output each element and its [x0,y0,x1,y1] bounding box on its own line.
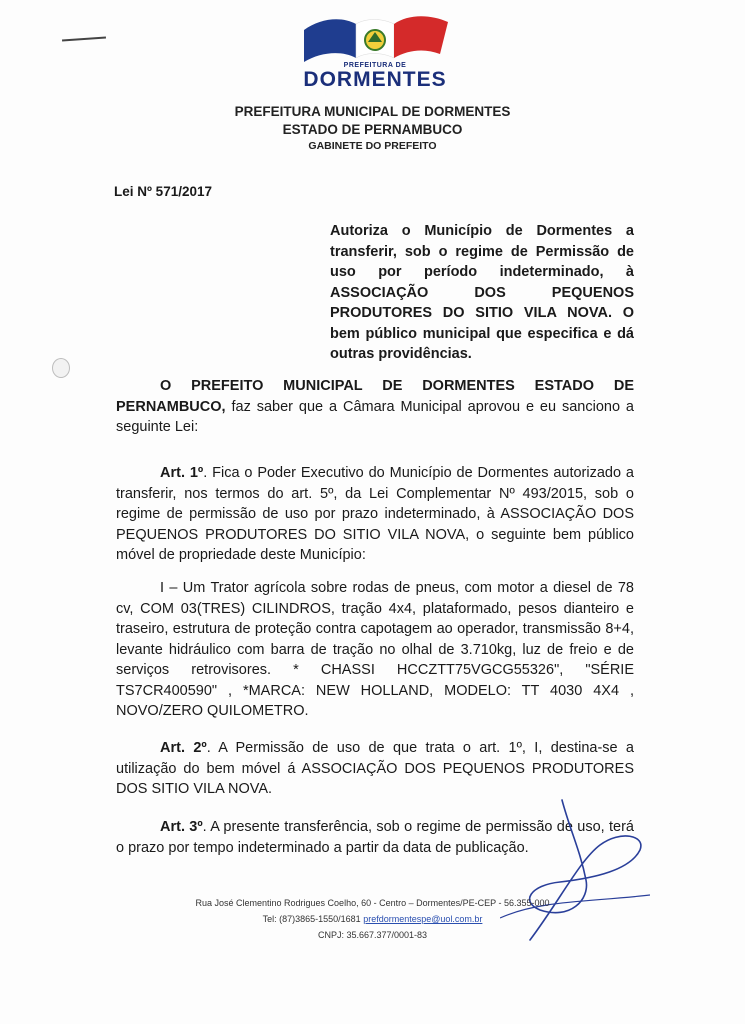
header-line-1: PREFEITURA MUNICIPAL DE DORMENTES [234,104,511,119]
article-2-text: . A Permissão de uso de que trata o art. 1º, I, destina-se a utilização do bem móvel á ASSOCIAÇÃO DOS PEQUENOS PRODUTORES DOS SITIO VILA NOVA. [116,740,634,797]
footer-email-link[interactable]: prefdormentespe@uol.com.br [363,914,483,924]
municipal-logo [290,10,460,92]
preamble-text: faz saber que a Câmara Municipal aprovou e eu sanciono a seguinte Lei: [116,398,634,435]
punch-hole [52,358,70,378]
article-1-item-1 [116,578,634,722]
law-number: Lei Nº 571/2017 [114,184,212,199]
footer-contact [0,914,745,924]
header-line-2: ESTADO DE PERNAMBUCO [282,122,463,137]
preamble-bold: O PREFEITO MUNICIPAL DE DORMENTES ESTADO DE PERNAMBUCO, [116,378,634,415]
article-1-text: . Fica o Poder Executivo do Município de Dormentes autorizado a transferir, nos termos do art. 5º, da Lei Complementar Nº 493/2015, sob o regime de permissão de uso por prazo indeterminado, à ASSOCIAÇÃO DOS PEQUENOS PRODUTORES DO SITIO VILA NOVA, o seguinte bem público móvel de propriedade deste Município: [116,465,634,563]
preamble-paragraph [116,376,634,438]
article-3-label: Art. 3º [160,819,203,835]
article-2-label: Art. 2º [160,740,207,756]
footer-phone: Tel: (87)3865-1550/1681 [262,914,364,924]
item-1-text: I – Um Trator agrícola sobre rodas de pneus, com motor a diesel de 78 cv, COM 03(TRES) CILINDROS, tração 4x4, plataformado, pesos dianteiro e traseiro, estrutura de proteção contra capotagem ao operador, transmissão 8+4, levante hidráulico com barra de tração no olhal de 3.710kg, luz de freio e de serviços retrovisores. * CHASSI HCCZTT75VGCG55326", "SÉRIE TS7CR400590" , *MARCA: NEW HOLLAND, MODELO: TT 4030 4X4 , NOVO/ZERO QUILOMETRO. [116,580,634,719]
pen-mark [62,36,106,41]
article-1 [116,463,634,566]
flag-emblem-icon [290,10,460,68]
article-3-text: . A presente transferência, sob o regime de permissão de uso, terá o prazo por tempo indeterminado a partir da data de publicação. [116,819,634,856]
law-summary: Autoriza o Município de Dormentes a transferir, sob o regime de Permissão de uso por período indeterminado, à ASSOCIAÇÃO DOS PEQUENOS PRODUTORES DO SITIO VILA NOVA. O bem público municipal que especifica e dá outras providências. [330,223,634,362]
article-1-label: Art. 1º [160,465,204,481]
footer-cnpj: CNPJ: 35.667.377/0001-83 [317,930,428,940]
logo-top-text: PREFEITURA DE [343,62,407,69]
footer-address: Rua José Clementino Rodrigues Coelho, 60 - Centro – Dormentes/PE-CEP - 56.355-000 [195,898,550,908]
header-line-3: GABINETE DO PREFEITO [308,140,437,152]
logo-main-text: DORMENTES [303,68,447,91]
